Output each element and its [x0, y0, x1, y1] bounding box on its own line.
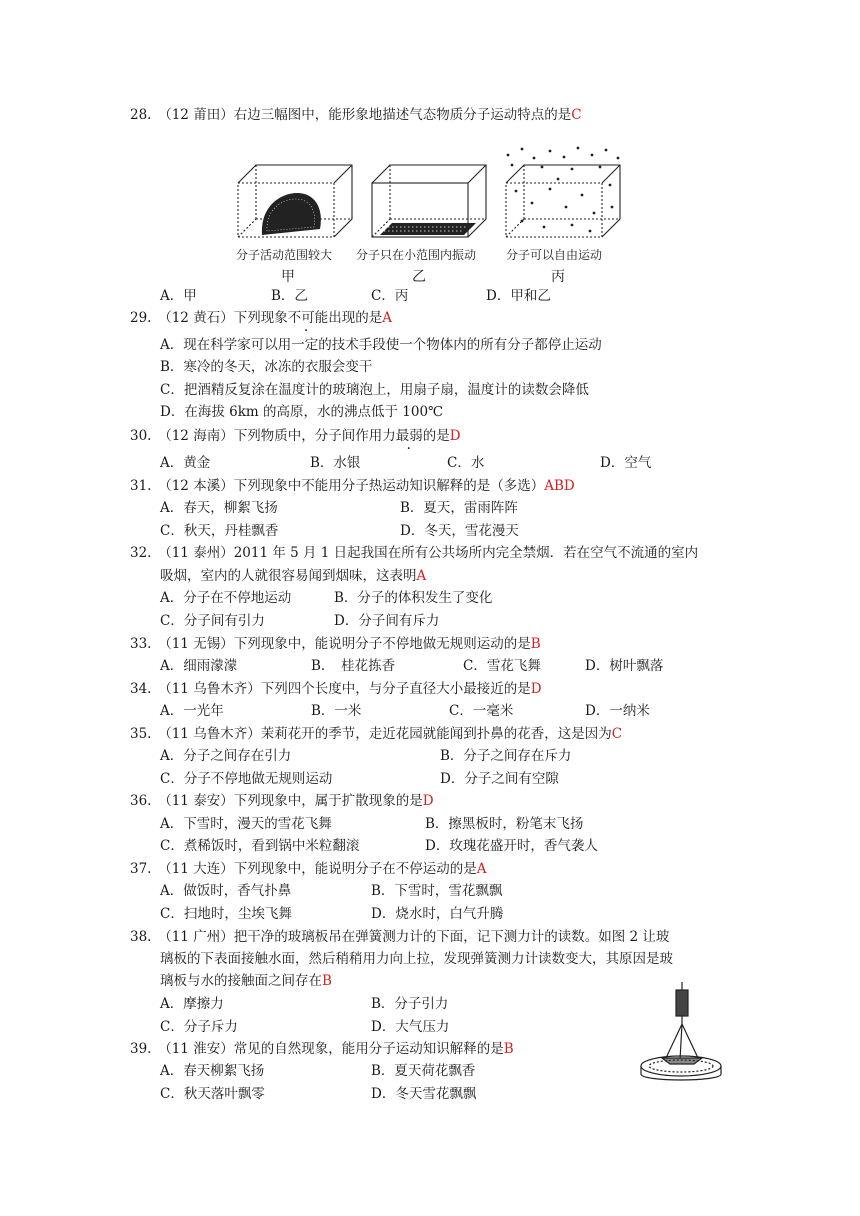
figure-caption-bing: 分子可以自由运动 — [506, 248, 603, 262]
option-b: B． 桂花拣香 — [311, 658, 396, 674]
question-stem-end: 出现的是 — [328, 310, 383, 326]
question-38-continued-2 — [160, 971, 332, 991]
option-c: C．秋天，丹桂飘香 — [160, 523, 279, 539]
question-stem-continued: 吸烟，室内的人就很容易闻到烟味，这表明 — [160, 568, 417, 584]
option-d: D．甲和乙 — [486, 288, 551, 304]
option-b: B．分子的体积发生了变化 — [334, 590, 493, 606]
question-stem: 34. （11 乌鲁木齐）下列四个长度中，与分子直径大小最接近的是 — [130, 681, 531, 697]
option-c: C．分子间有引力 — [160, 613, 265, 629]
option-a: A．春天，柳絮飞扬 — [160, 500, 278, 516]
option-c: C．分子不停地做无规则运动 — [160, 771, 333, 787]
option-d: D．冬天，雪花漫天 — [400, 523, 519, 539]
question-32-continued — [160, 566, 426, 586]
option-b: B．下雪时，雪花飘飘 — [371, 883, 503, 899]
question-stem: 31. （12 本溪）下列现象中不能用分子热运动知识解释的是（多选） — [130, 478, 545, 494]
question-38-continued-1: 璃板的下表面接触水面，然后稍稍用力向上拉，发现弹簧测力计读数变大，其原因是玻 — [160, 951, 673, 967]
question-37 — [130, 859, 486, 879]
answer-key: D — [449, 428, 461, 444]
option-a: A．现在科学家可以用一定的技术手段使一个物体内的所有分子都停止运动 — [160, 337, 602, 353]
question-35 — [130, 724, 622, 744]
option-b: B．一米 — [311, 703, 362, 719]
question-stem: 37. （11 大连）下列现象中，能说明分子在不停运动的是 — [130, 861, 477, 877]
answer-key: B — [322, 973, 332, 989]
emphasis-text: 不可能 — [287, 310, 329, 326]
question-39 — [130, 1039, 514, 1059]
question-stem: 39. （11 淮安）常见的自然现象，能用分子运动知识解释的是 — [130, 1041, 504, 1057]
option-a: A．细雨濛濛 — [160, 658, 238, 674]
option-a: A．甲 — [160, 288, 197, 304]
option-c: C．把酒精反复涂在温度计的玻璃泡上，用扇子扇，温度计的读数会降低 — [160, 382, 589, 398]
answer-key: B — [530, 636, 541, 652]
question-stem-continued: 璃板与水的接触面之间存在 — [160, 973, 322, 989]
option-a: A．一光年 — [160, 703, 224, 719]
question-29 — [130, 308, 392, 328]
option-c: C．分子斥力 — [160, 1019, 238, 1035]
question-stem: 30. （12 海南）下列物质中，分子间作用力 — [130, 428, 396, 444]
figure-caption-jia: 分子活动范围较大 — [236, 248, 333, 262]
answer-key: D — [422, 793, 434, 809]
option-a: A．下雪时，漫天的雪花飞舞 — [160, 816, 332, 832]
question-31 — [130, 476, 575, 496]
option-d: D．在海拔 6km 的高原，水的沸点低于 100℃ — [160, 404, 444, 420]
option-d: D．分子之间有空隙 — [440, 771, 559, 787]
option-c: C．扫地时，尘埃飞舞 — [160, 906, 292, 922]
question-stem: 28. （12 莆田）右边三幅图中，能形象地描述气态物质分子运动特点的是 — [130, 107, 572, 123]
option-b: B．擦黑板时，粉笔末飞扬 — [425, 816, 584, 832]
question-34 — [130, 679, 542, 699]
option-c: C．一毫米 — [449, 703, 514, 719]
answer-key: A — [416, 568, 427, 584]
option-d: D．烧水时，白气升腾 — [371, 906, 504, 922]
option-b: B．分子之间存在斥力 — [440, 748, 572, 764]
question-stem: 32. （11 泰州）2011 年 5 月 1 日起我国在所有公共场所内完全禁烟．若在空气不流通的室内 — [130, 545, 699, 561]
answer-key: A — [382, 310, 392, 326]
option-d: D．大气压力 — [371, 1019, 450, 1035]
box-yi — [372, 165, 486, 237]
emphasis-text: 最弱 — [395, 428, 423, 444]
answer-key: A — [476, 861, 487, 877]
option-c: C．水 — [447, 455, 485, 471]
option-b: B．夏天，雷雨阵阵 — [400, 500, 518, 516]
figure-caption-yi: 分子只在小范围内振动 — [356, 248, 477, 262]
question-33 — [130, 634, 541, 654]
answer-key: B — [503, 1041, 514, 1057]
answer-key: C — [571, 107, 582, 123]
figure-label-jia: 甲 — [281, 269, 295, 285]
option-a: A．分子在不停地运动 — [160, 590, 292, 606]
option-d: D．分子间有斥力 — [334, 613, 440, 629]
option-b: B．乙 — [271, 288, 308, 304]
option-d: D．空气 — [600, 455, 652, 471]
answer-key: C — [611, 726, 623, 742]
option-a: A．黄金 — [160, 455, 211, 471]
option-d: D．一纳米 — [585, 703, 650, 719]
question-stem: 38. （11 广州）把干净的玻璃板吊在弹簧测力计的下面，记下测力计的读数。如图 2 让玻 — [130, 929, 670, 945]
question-stem-end: 的是 — [422, 428, 450, 444]
figure-label-bing: 丙 — [551, 269, 565, 285]
option-a: A．做饭时，香气扑鼻 — [160, 883, 292, 899]
figure-spring-scale-plate — [636, 980, 726, 1086]
option-b: B．寒冷的冬天，冰冻的衣服会变干 — [160, 359, 373, 375]
figure-label-yi: 乙 — [412, 269, 426, 285]
question-36 — [130, 791, 434, 811]
option-b: B．水银 — [310, 455, 361, 471]
question-38 — [130, 927, 669, 947]
box-jia — [238, 165, 352, 237]
question-stem: 33. （11 无锡）下列现象中，能说明分子不停地做无规则运动的是 — [130, 636, 531, 652]
question-30 — [130, 426, 461, 446]
option-b: B．夏天荷花飘香 — [371, 1063, 476, 1079]
box-bing — [506, 165, 620, 237]
question-stem: 35. （11 乌鲁木齐）茉莉花开的季节，走近花园就能闻到扑鼻的花香，这是因为 — [130, 726, 612, 742]
question-32 — [130, 543, 698, 563]
option-c: C．丙 — [371, 288, 409, 304]
option-a: A．分子之间存在引力 — [160, 748, 292, 764]
option-c: C．煮稀饭时，看到锅中米粒翻滚 — [160, 838, 360, 854]
option-d: D．玫瑰花盛开时，香气袭人 — [425, 838, 598, 854]
option-a: A．摩擦力 — [160, 996, 224, 1012]
answer-key: D — [530, 681, 542, 697]
question-28 — [130, 105, 582, 125]
option-a: A．春天柳絮飞扬 — [160, 1063, 265, 1079]
option-b: B．分子引力 — [371, 996, 449, 1012]
answer-key: ABD — [544, 478, 575, 494]
question-stem: 36. （11 泰安）下列现象中，属于扩散现象的是 — [130, 793, 423, 809]
question-stem: 29. （12 黄石）下列现象 — [130, 310, 288, 326]
option-c: C．雪花飞舞 — [463, 658, 541, 674]
option-d: D．树叶飘落 — [585, 658, 664, 674]
option-c: C．秋天落叶飘零 — [160, 1086, 265, 1102]
option-d: D．冬天雪花飘飘 — [371, 1086, 477, 1102]
